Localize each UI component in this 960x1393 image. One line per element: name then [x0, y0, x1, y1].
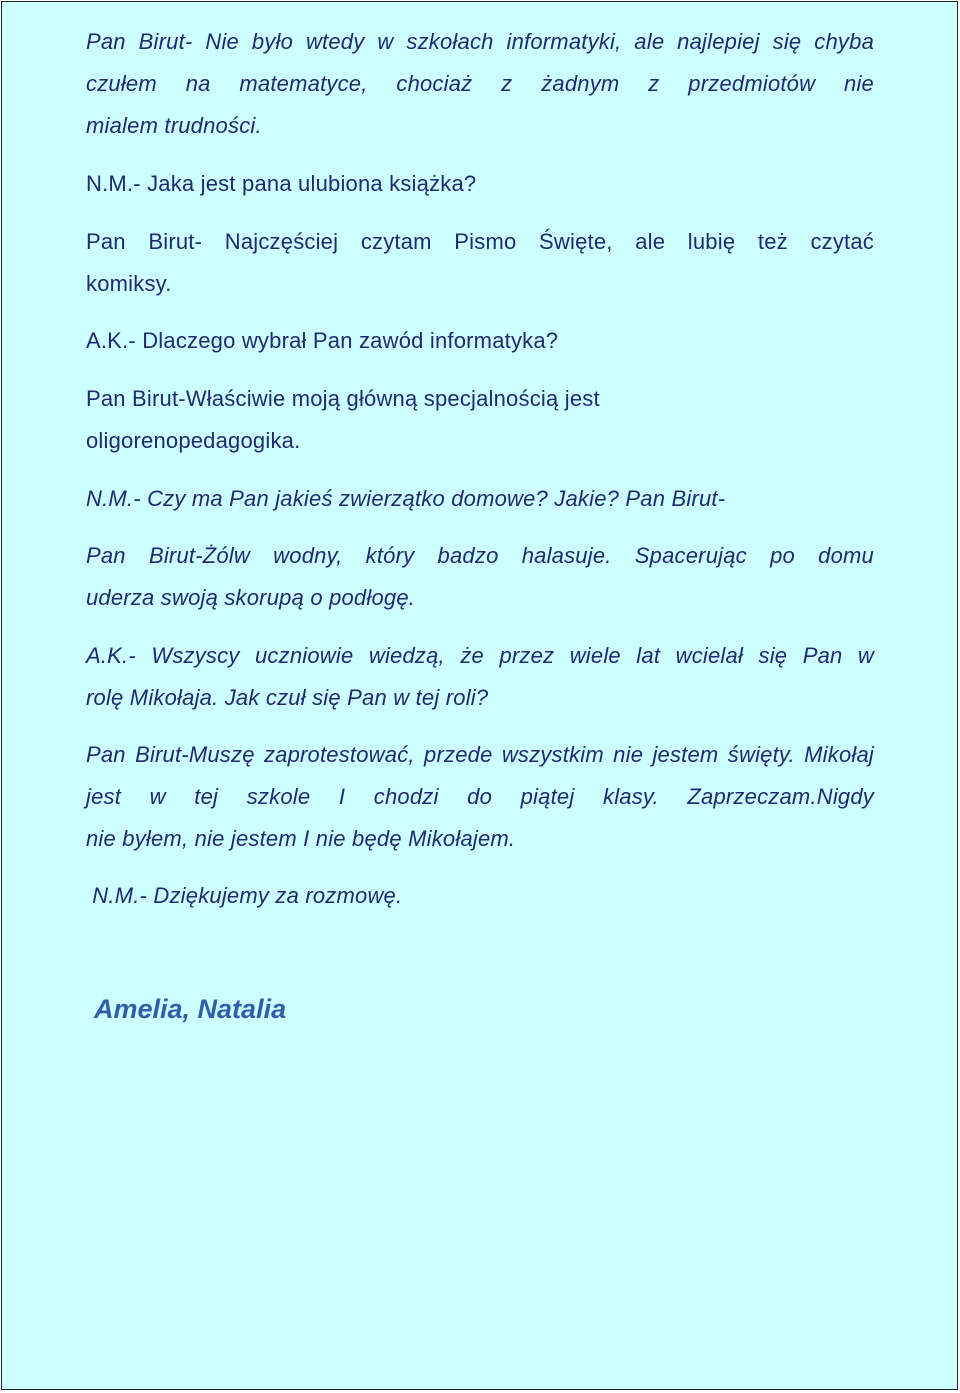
question-paragraph-4	[86, 635, 874, 719]
signature: Amelia, Natalia	[94, 994, 287, 1024]
text-line: chyba czułem na matematyce, chociaż z żadnym z przedmiotów nie	[86, 29, 875, 96]
text-line: rolę Mikołaja. Jak czuł się Pan w tej roli?	[86, 685, 489, 710]
question-paragraph-1: N.M.- Jaka jest pana ulubiona książka?	[86, 171, 477, 196]
answer-paragraph-1	[86, 21, 874, 147]
text-line: Pan Birut-Muszę zaprotestować, przede wszystkim nie jestem święty.	[86, 742, 795, 767]
text-line: Mikołaj jest w tej szkole I chodzi do piątej klasy. Zaprzeczam.Nigdy	[86, 742, 874, 809]
text-line: nie byłem, nie jestem I nie będę Mikołajem.	[86, 826, 516, 851]
answer-paragraph-4	[86, 535, 874, 619]
text-line: Pan Birut-Właściwie moją główną specjalnością jest	[86, 386, 600, 411]
text-line: komiksy.	[86, 271, 172, 296]
text-line: mialem trudności.	[86, 113, 262, 138]
answer-paragraph-5	[86, 734, 874, 860]
document-page	[1, 1, 958, 1390]
answer-paragraph-3	[86, 378, 874, 462]
text-line: uderza swoją skorupą o podłogę.	[86, 585, 416, 610]
question-paragraph-2: A.K.- Dlaczego wybrał Pan zawód informatyka?	[86, 328, 559, 353]
text-line: Pan Birut- Najczęściej czytam Pismo Święte, ale lubię też czytać	[86, 229, 874, 254]
text-line: Pan Birut- Nie było wtedy w szkołach informatyki, ale najlepiej się	[86, 29, 802, 54]
question-paragraph-3: N.M.- Czy ma Pan jakieś zwierzątko domowe? Jakie? Pan Birut-	[86, 486, 726, 511]
text-line: A.K.- Wszyscy uczniowie wiedzą, że przez wiele lat wcielał się Pan w	[86, 643, 874, 668]
text-line: Pan Birut-Żólw wodny, który badzo halasuje. Spacerując po domu	[86, 543, 874, 568]
closing-paragraph: N.M.- Dziękujemy za rozmowę.	[86, 883, 403, 908]
answer-paragraph-2	[86, 221, 874, 305]
text-line: oligorenopedagogika.	[86, 428, 301, 453]
